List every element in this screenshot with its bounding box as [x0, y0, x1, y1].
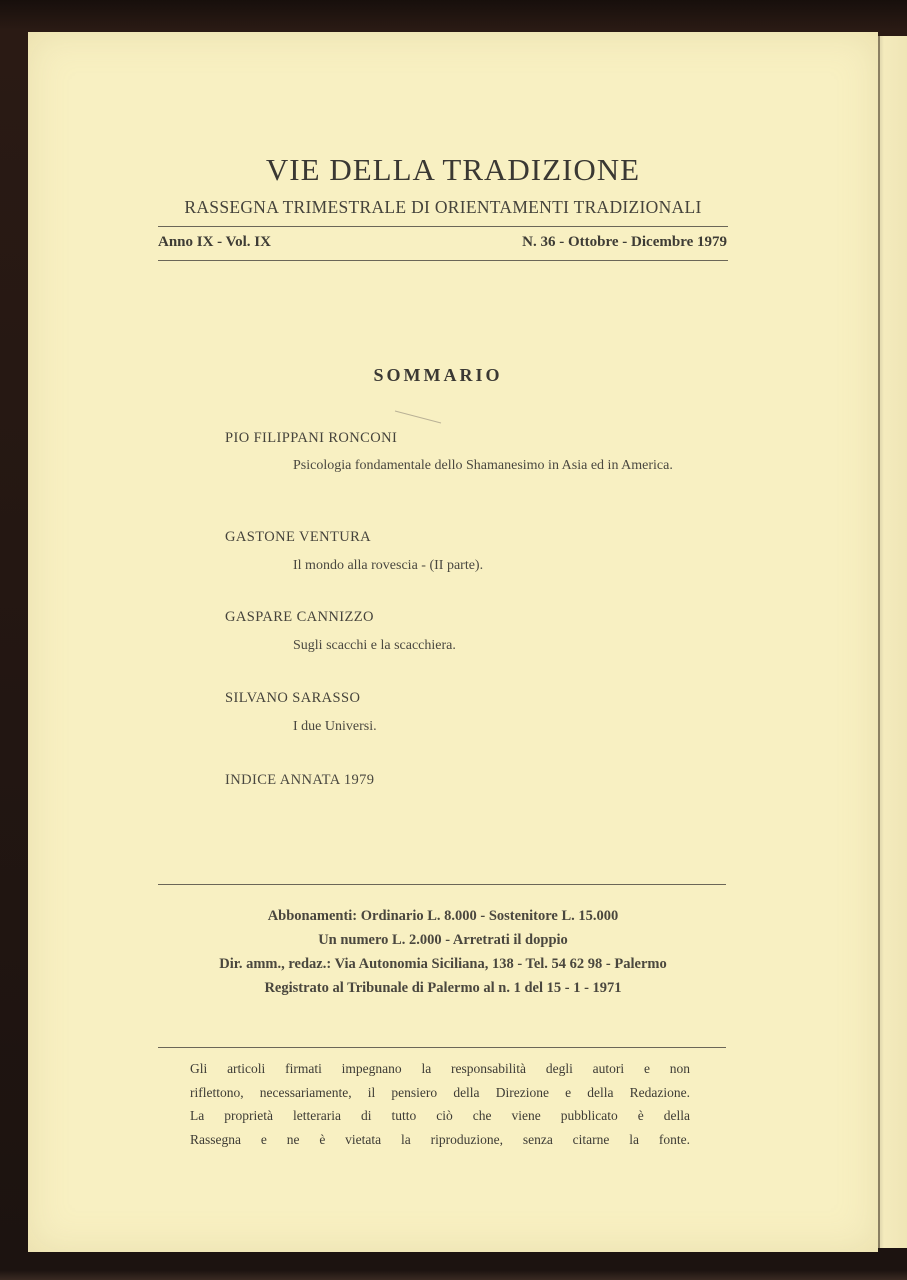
disclaimer — [190, 1057, 690, 1151]
issue-volume: Anno IX - Vol. IX — [158, 234, 271, 250]
toc-article-3: Sugli scacchi e la scacchiera. — [293, 638, 456, 653]
disclaimer-line-3: La proprietà letteraria di tutto ciò che viene pubblicato è della — [190, 1108, 690, 1123]
toc-author-2: GASTONE VENTURA — [225, 529, 372, 545]
toc-article-1: Psicologia fondamentale dello Shamanesimo in Asia ed in America. — [293, 458, 673, 473]
journal-title: VIE DELLA TRADIZIONE — [265, 152, 641, 187]
toc-article-2: Il mondo alla rovescia - (II parte). — [293, 558, 484, 573]
disclaimer-rule — [158, 1047, 726, 1048]
subscription-prices: Abbonamenti: Ordinario L. 8.000 - Sostenitore L. 15.000 — [267, 908, 619, 924]
single-issue-price: Un numero L. 2.000 - Arretrati il doppio — [318, 932, 568, 948]
disclaimer-line-4: Rassegna e ne è vietata la riproduzione, senza citarne la fonte. — [190, 1131, 690, 1147]
pencil-mark — [393, 409, 443, 427]
journal-page — [28, 32, 878, 1252]
annual-index: INDICE ANNATA 1979 — [225, 772, 375, 788]
info-rule — [158, 884, 726, 885]
editorial-address: Dir. amm., redaz.: Via Autonomia Siciliana, 138 - Tel. 54 62 98 - Palermo — [219, 956, 667, 972]
next-page-edge — [878, 36, 907, 1248]
court-registration: Registrato al Tribunale di Palermo al n. 1 del 15 - 1 - 1971 — [264, 980, 622, 996]
journal-subtitle: RASSEGNA TRIMESTRALE DI ORIENTAMENTI TRADIZIONALI — [184, 197, 702, 217]
toc-author-4: SILVANO SARASSO — [225, 690, 361, 706]
disclaimer-line-1: Gli articoli firmati impegnano la responsabilità degli autori e non — [190, 1061, 690, 1076]
toc-author-3: GASPARE CANNIZZO — [225, 609, 374, 625]
header-rule-top — [158, 226, 728, 227]
toc-heading: SOMMARIO — [373, 365, 503, 385]
toc-article-4: I due Universi. — [293, 719, 377, 734]
header-rule-bottom — [158, 260, 728, 261]
disclaimer-line-2: riflettono, necessariamente, il pensiero della Direzione e della Redazione. — [190, 1084, 690, 1100]
issue-number-date: N. 36 - Ottobre - Dicembre 1979 — [522, 234, 727, 250]
toc-author-1: PIO FILIPPANI RONCONI — [225, 430, 398, 446]
publication-info — [158, 904, 728, 1000]
